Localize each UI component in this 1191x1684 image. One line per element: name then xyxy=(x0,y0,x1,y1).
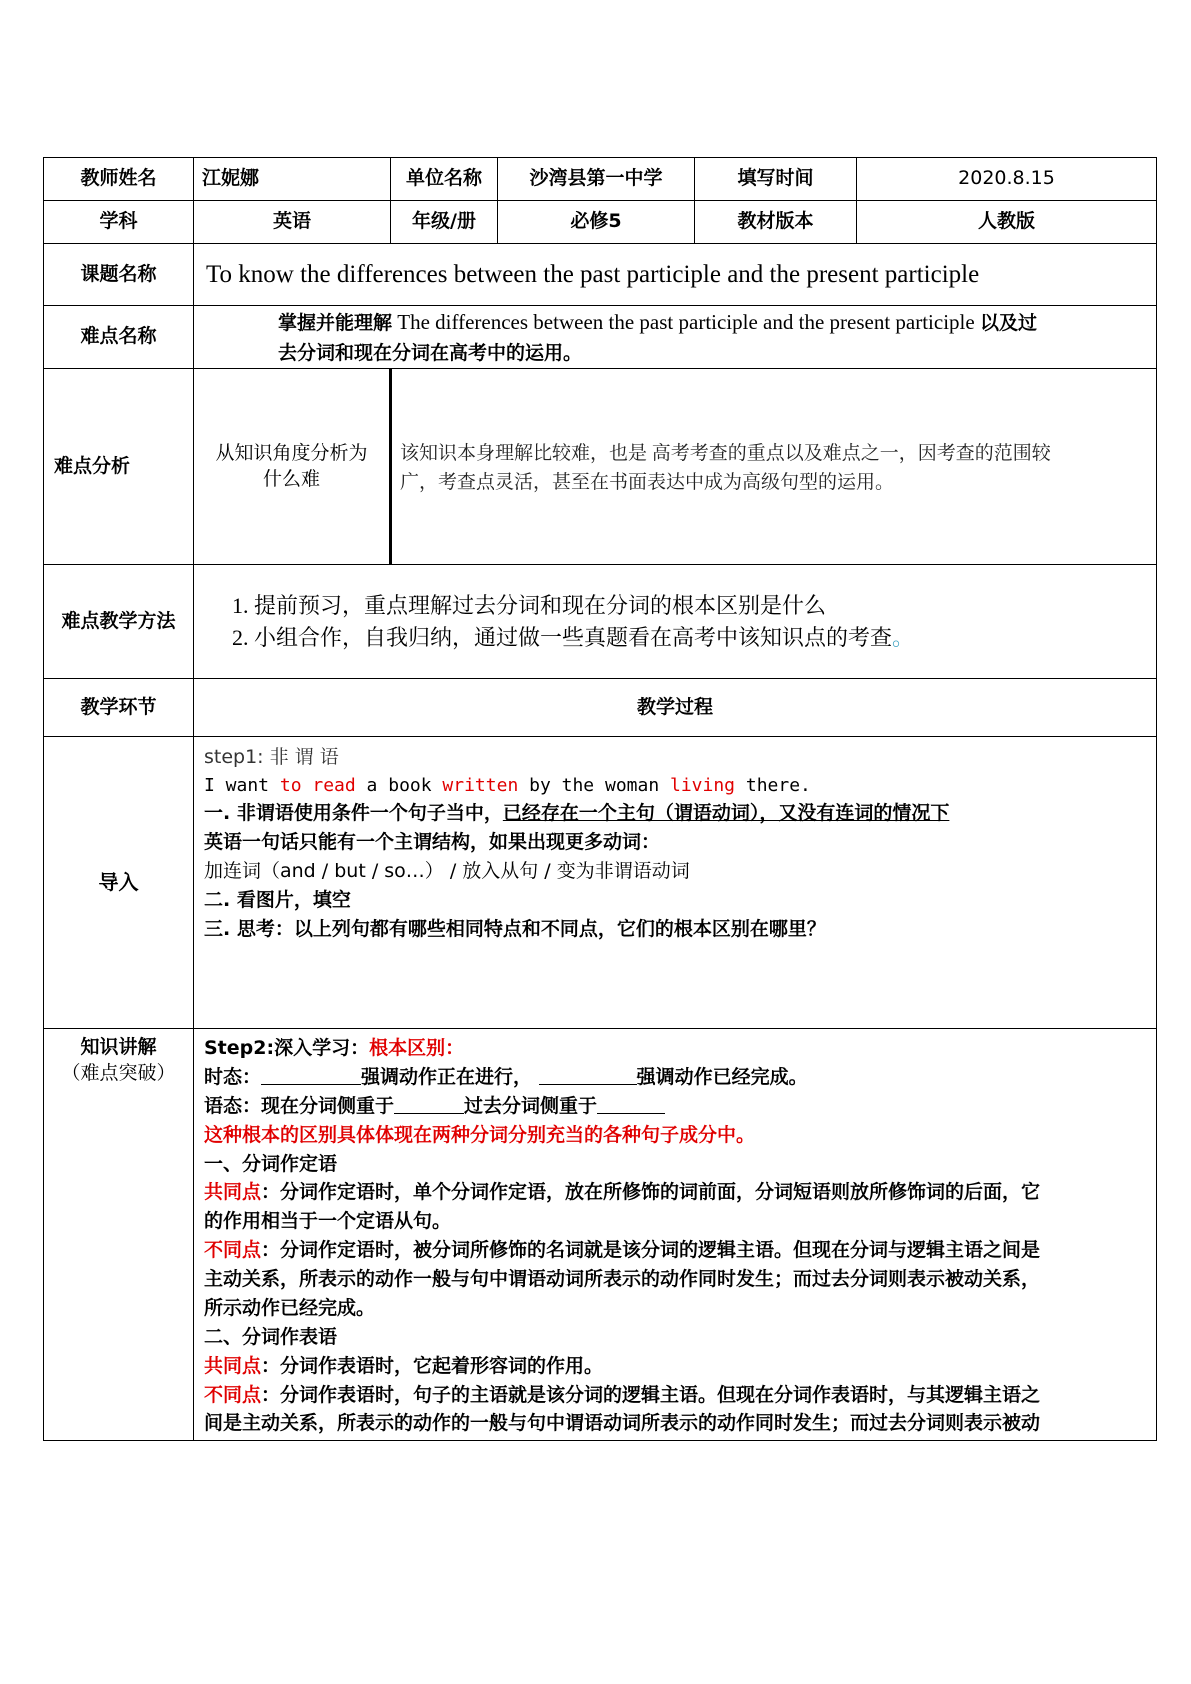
analysis-row xyxy=(44,369,1157,565)
section-1-same-label: 共同点 xyxy=(204,1181,262,1204)
knowledge-label-line1: 知识讲解 xyxy=(80,1036,157,1058)
knowledge-voice-line xyxy=(204,1092,1148,1121)
method-item-2-tail: 。 xyxy=(892,624,915,650)
grade-value: 必修5 xyxy=(498,201,695,244)
fill-date-label: 填写时间 xyxy=(695,158,857,201)
tense-blank-1[interactable] xyxy=(261,1065,361,1085)
intro-label: 导入 xyxy=(44,737,194,1029)
teacher-name-label: 教师姓名 xyxy=(44,158,194,201)
section-2-diff-line2: 间是主动关系，所表示的动作的一般与句中谓语动词所表示的动作同时发生；而过去分词则表示被动 xyxy=(204,1412,1041,1435)
section-1-same-line1 xyxy=(204,1178,1148,1207)
subject-label: 学科 xyxy=(44,201,194,244)
method-item-2 xyxy=(254,622,1148,654)
example-to-read: to read xyxy=(279,774,356,796)
section-1-diff-label: 不同点 xyxy=(204,1239,262,1262)
tense-end: 强调动作已经完成。 xyxy=(636,1065,808,1088)
intro-line-4: 二. 看图片，填空 xyxy=(204,888,351,911)
knowledge-red-line: 这种根本的区别具体体现在两种分词分别充当的各种句子成分中。 xyxy=(204,1123,756,1146)
analysis-text-line1: 该知识本身理解比较难，也是 高考考查的重点以及难点之一，因考查的范围较 xyxy=(400,443,1051,464)
section-1-same-line2: 的作用相当于一个定语从句。 xyxy=(204,1210,452,1233)
analysis-sub-line2: 什么难 xyxy=(262,467,320,490)
intro-step: step1: 非 谓 语 xyxy=(204,746,339,768)
analysis-text-line2: 广，考查点灵活，甚至在书面表达中成为高级句型的运用。 xyxy=(400,472,895,494)
example-written: written xyxy=(442,774,519,796)
method-item-1: 1. 提前预习，重点理解过去分词和现在分词的根本区别是什么 xyxy=(254,590,1148,622)
knowledge-label xyxy=(44,1029,194,1441)
tense-blank-2[interactable] xyxy=(539,1065,637,1085)
example-part-5: by the woman xyxy=(518,774,670,796)
tense-mid: 强调动作正在进行， xyxy=(361,1065,533,1088)
subject-value: 英语 xyxy=(194,201,391,244)
section-2-same-line1 xyxy=(204,1352,1148,1381)
section-2-diff-line1 xyxy=(204,1381,1148,1410)
intro-line-1-prefix: 一. 非谓语使用条件一个句子当中， xyxy=(204,802,503,825)
section-1-same-text: ：分词作定语时，单个分词作定语，放在所修饰的词前面，分词短语则放所修饰词的后面，它 xyxy=(261,1181,1041,1204)
knowledge-row xyxy=(44,1029,1157,1441)
difficulty-line2: 去分词和现在分词在高考中的运用。 xyxy=(278,341,583,364)
edition-value: 人教版 xyxy=(857,201,1157,244)
topic-row xyxy=(44,244,1157,306)
intro-row xyxy=(44,737,1157,1029)
section-2-diff-label: 不同点 xyxy=(204,1383,262,1406)
section-1-diff-text: ：分词作定语时，被分词所修饰的名词就是该分词的逻辑主语。但现在分词与逻辑主语之间是 xyxy=(261,1239,1041,1262)
process-section-label: 教学环节 xyxy=(44,679,194,737)
section-2-diff-text: ：分词作表语时，句子的主语就是该分词的逻辑主语。但现在分词作表语时，与其逻辑主语之 xyxy=(261,1383,1041,1406)
voice-blank-1[interactable] xyxy=(394,1094,464,1114)
analysis-sub-line1: 从知识角度分析为 xyxy=(215,441,368,464)
example-part-1: I want xyxy=(204,774,280,796)
intro-line-2: 英语一句话只能有一个主谓结构，如果出现更多动词： xyxy=(204,831,661,854)
unit-name-label: 单位名称 xyxy=(391,158,498,201)
section-2-same-text: ：分词作表语时，它起着形容词的作用。 xyxy=(261,1354,604,1377)
intro-line-1 xyxy=(204,799,1148,828)
fill-date-value: 2020.8.15 xyxy=(857,158,1157,201)
section-1-title: 一、分词作定语 xyxy=(204,1152,338,1175)
section-1-diff-line1 xyxy=(204,1236,1148,1265)
info-row-1 xyxy=(44,158,1157,201)
lesson-plan-table xyxy=(43,157,1157,1441)
example-part-3: a book xyxy=(355,774,443,796)
analysis-sub-label xyxy=(194,369,391,565)
difficulty-prefix: 掌握并能理解 xyxy=(278,312,393,334)
method-list xyxy=(208,590,1148,654)
method-item-2-text: 小组合作，自我归纳，通过做一些真题看在高考中该知识点的考查 xyxy=(254,624,893,650)
intro-line-5: 三. 思考：以上列句都有哪些相同特点和不同点，它们的根本区别在哪里？ xyxy=(204,917,826,940)
knowledge-step xyxy=(204,1034,1148,1063)
info-row-2 xyxy=(44,201,1157,244)
intro-line-3: 加连词（and / but / so…） / 放入从句 / 变为非谓语动词 xyxy=(204,859,690,882)
teacher-name-value: 江妮娜 xyxy=(194,158,391,201)
method-row xyxy=(44,565,1157,679)
section-1-diff-line3: 所示动作已经完成。 xyxy=(204,1296,376,1319)
topic-label: 课题名称 xyxy=(44,244,194,306)
difficulty-english: The differences between the past participle and the present participle xyxy=(392,310,980,334)
section-2-same-label: 共同点 xyxy=(204,1354,262,1377)
grade-label: 年级/册 xyxy=(391,201,498,244)
example-part-7: there. xyxy=(735,774,811,796)
knowledge-label-line2: （难点突破） xyxy=(61,1061,176,1084)
section-2-title: 二、分词作表语 xyxy=(204,1325,338,1348)
difficulty-value xyxy=(194,306,1157,369)
method-label: 难点教学方法 xyxy=(44,565,194,679)
process-title: 教学过程 xyxy=(194,679,1157,737)
topic-value: To know the differences between the past participle and the present participle xyxy=(194,244,1157,306)
analysis-text xyxy=(391,369,1157,565)
section-1-diff-line2: 主动关系，所表示的动作一般与句中谓语动词所表示的动作同时发生；而过去分词则表示被动关系， xyxy=(204,1268,1041,1290)
difficulty-row xyxy=(44,306,1157,369)
knowledge-tense-line xyxy=(204,1063,1148,1092)
unit-name-value: 沙湾县第一中学 xyxy=(498,158,695,201)
voice-blank-2[interactable] xyxy=(597,1094,665,1114)
analysis-label: 难点分析 xyxy=(44,369,194,565)
intro-example-sentence xyxy=(204,772,1148,799)
tense-label: 时态： xyxy=(204,1065,262,1088)
voice-label: 语态：现在分词侧重于 xyxy=(204,1094,395,1117)
difficulty-label: 难点名称 xyxy=(44,306,194,369)
knowledge-step-red: 根本区别： xyxy=(369,1037,465,1059)
example-living: living xyxy=(670,774,736,796)
process-header-row xyxy=(44,679,1157,737)
difficulty-suffix: 以及过 xyxy=(979,312,1037,334)
voice-mid: 过去分词侧重于 xyxy=(464,1094,598,1117)
knowledge-step-prefix: Step2:深入学习： xyxy=(204,1037,370,1059)
method-list-cell xyxy=(194,565,1157,679)
edition-label: 教材版本 xyxy=(695,201,857,244)
intro-line-1-underlined: 已经存在一个主句（谓语动词），又没有连词的情况下 xyxy=(502,802,950,825)
knowledge-content xyxy=(194,1029,1157,1441)
intro-content xyxy=(194,737,1157,1029)
